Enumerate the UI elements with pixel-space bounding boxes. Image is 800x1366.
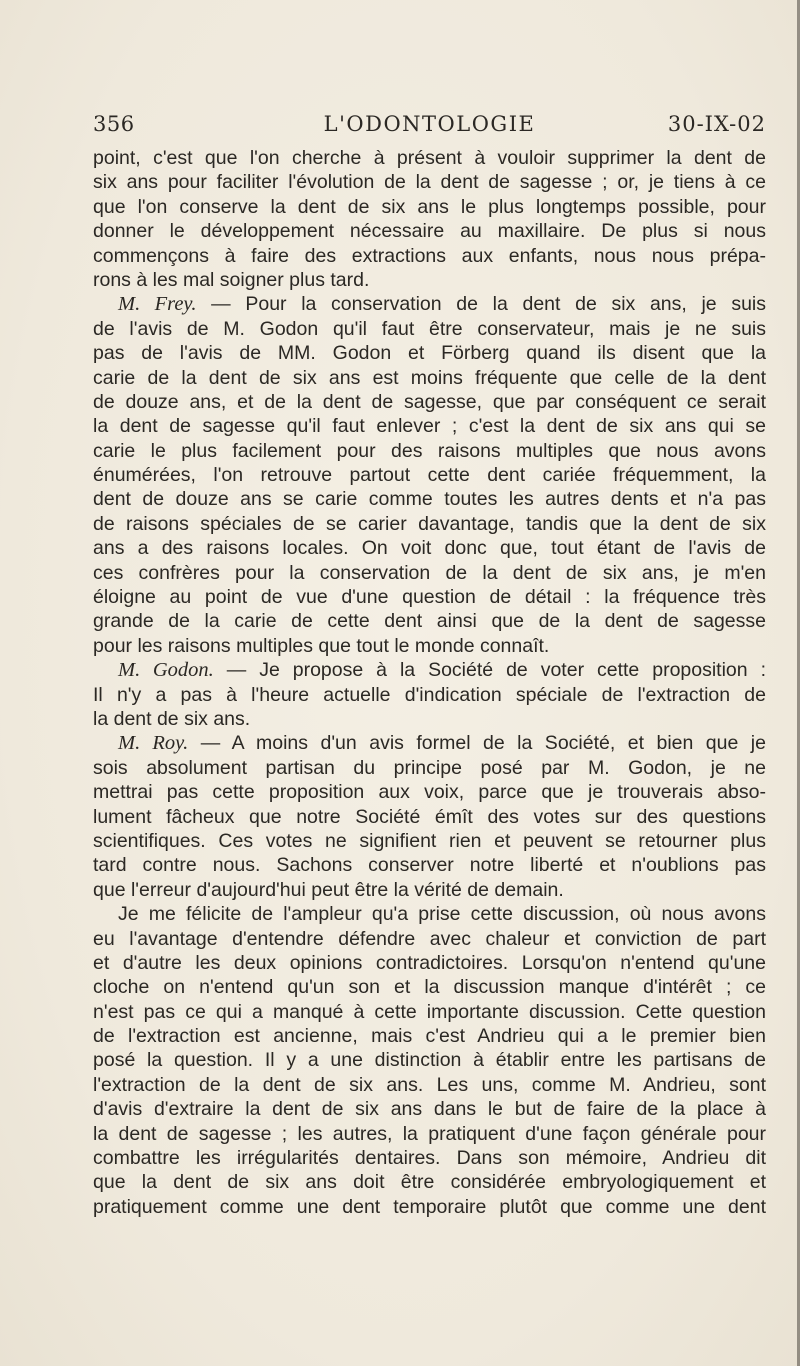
- line-text: point, c'est que l'on cherche à présent à vouloir supprimer la dent de: [93, 147, 766, 169]
- text-line: [93, 244, 766, 268]
- line-text: la dent de sagesse qu'il faut enlever ; c'est la dent de six ans qui se: [93, 415, 766, 438]
- line-text: ces confrères pour la conservation de la dent de six ans, je m'en: [93, 561, 766, 584]
- text-line: [93, 658, 766, 682]
- text-line: [93, 853, 766, 877]
- line-text: — Pour la conservation de la dent de six ans, je suis: [196, 293, 766, 316]
- text-line: [93, 390, 766, 414]
- text-line: [93, 219, 766, 243]
- text-line: [93, 1073, 766, 1097]
- line-text: — A moins d'un avis formel de la Société, et bien que je: [188, 732, 766, 755]
- text-line: [93, 1024, 766, 1048]
- line-text: pratiquement comme une dent temporaire plutôt que comme une dent: [93, 1195, 766, 1218]
- line-text: scientifiques. Ces votes ne signifient rien et peuvent se retourner plus: [93, 829, 766, 852]
- text-line: [93, 268, 766, 292]
- line-text: mettrai pas cette proposition aux voix, parce que je trouverais abso-: [93, 781, 766, 804]
- line-text: dent de douze ans se carie comme toutes les autres dents et n'a pas: [93, 488, 766, 511]
- line-text: et d'autre les deux opinions contradictoires. Lorsqu'on n'entend qu'une: [93, 951, 766, 974]
- line-text: de l'avis de M. Godon qu'il faut être conservateur, mais je ne suis: [93, 317, 766, 340]
- body-text: [93, 146, 766, 1219]
- line-text: combattre les irrégularités dentaires. Dans son mémoire, Andrieu dit: [93, 1147, 766, 1170]
- text-line: [93, 1195, 766, 1219]
- line-text: d'avis d'extraire la dent de six ans dans le but de faire de la place à: [93, 1098, 766, 1121]
- text-line: [93, 292, 766, 316]
- text-line: [93, 634, 766, 658]
- text-line: [93, 1097, 766, 1121]
- speaker-name: M. Roy.: [118, 732, 189, 755]
- text-line: [93, 536, 766, 560]
- line-text: n'est pas ce qui a manqué à cette importante discussion. Cette question: [93, 1000, 766, 1023]
- text-line: [93, 975, 766, 999]
- line-text: tard contre nous. Sachons conserver notre liberté et n'oublions pas: [93, 854, 766, 877]
- text-line: [93, 878, 766, 902]
- line-text: grande de la carie de cette dent ainsi que de la dent de sagesse: [93, 610, 766, 633]
- line-text: lument fâcheux que notre Société émît des votes sur des questions: [93, 805, 766, 828]
- text-line: [93, 683, 766, 707]
- line-text: la dent de sagesse ; les autres, la pratiquent d'une façon générale pour: [93, 1122, 766, 1145]
- text-line: [93, 1170, 766, 1194]
- line-text: Je me félicite de l'ampleur qu'a prise cette discussion, où nous avons: [118, 903, 766, 926]
- text-line: [93, 707, 766, 731]
- line-text: commençons à faire des extractions aux enfants, nous nous prépa-: [93, 244, 766, 267]
- speaker-name: M. Frey.: [118, 293, 197, 316]
- line-text: pour les raisons multiples que tout le monde connaît.: [93, 634, 550, 657]
- line-text: six ans pour faciliter l'évolution de la dent de sagesse ; or, je tiens à ce: [93, 171, 766, 194]
- journal-title: L'ODONTOLOGIE: [323, 112, 536, 136]
- text-line: [93, 439, 766, 463]
- line-text: pas de l'avis de MM. Godon et Förberg quand ils disent que la: [93, 342, 766, 365]
- text-line: [93, 414, 766, 438]
- text-line: [93, 1122, 766, 1146]
- line-text: l'extraction de la dent de six ans. Les uns, comme M. Andrieu, sont: [93, 1073, 766, 1096]
- line-text: que l'on conserve la dent de six ans le plus longtemps possible, pour: [93, 195, 766, 218]
- line-text: cloche on n'entend qu'un son et la discussion manque d'intérêt ; ce: [93, 976, 766, 999]
- text-line: [93, 561, 766, 585]
- text-line: [93, 780, 766, 804]
- page-number: 356: [93, 112, 135, 136]
- line-text: posé la question. Il y a une distinction à établir entre les partisans de: [93, 1049, 766, 1072]
- text-line: [93, 902, 766, 926]
- line-text: donner le développement nécessaire au maxillaire. De plus si nous: [93, 220, 766, 243]
- line-text: de raisons spéciales de se carier davantage, tandis que la dent de six: [93, 512, 766, 535]
- line-text: que l'erreur d'aujourd'hui peut être la vérité de demain.: [93, 878, 564, 901]
- line-text: que la dent de six ans doit être considérée embryologiquement et: [93, 1171, 766, 1194]
- text-line: [93, 146, 766, 170]
- running-header: [93, 112, 766, 142]
- text-line: [93, 927, 766, 951]
- text-line: [93, 341, 766, 365]
- text-line: [93, 195, 766, 219]
- line-text: carie le plus facilement pour des raisons multiples que nous avons: [93, 439, 766, 462]
- text-line: [93, 829, 766, 853]
- line-text: ans a des raisons locales. On voit donc que, tout étant de l'avis de: [93, 537, 766, 560]
- text-line: [93, 756, 766, 780]
- text-line: [93, 463, 766, 487]
- text-line: [93, 805, 766, 829]
- line-text: sois absolument partisan du principe posé par M. Godon, je ne: [93, 756, 766, 779]
- line-text: éloigne au point de vue d'une question de détail : la fréquence très: [93, 586, 766, 609]
- line-text: de l'extraction est ancienne, mais c'est Andrieu qui a le premier bien: [93, 1025, 766, 1048]
- text-line: [93, 170, 766, 194]
- line-text: Il n'y a pas à l'heure actuelle d'indication spéciale de l'extraction de: [93, 683, 766, 706]
- issue-date: 30-IX-02: [667, 112, 766, 136]
- text-line: [93, 487, 766, 511]
- text-line: [93, 1000, 766, 1024]
- text-line: [93, 731, 766, 755]
- text-line: [93, 512, 766, 536]
- line-text: de douze ans, et de la dent de sagesse, que par conséquent ce serait: [93, 390, 766, 413]
- text-line: [93, 1048, 766, 1072]
- text-line: [93, 609, 766, 633]
- text-line: [93, 317, 766, 341]
- text-line: [93, 585, 766, 609]
- text-line: [93, 366, 766, 390]
- line-text: rons à les mal soigner plus tard.: [93, 268, 370, 291]
- line-text: eu l'avantage d'entendre défendre avec chaleur et conviction de part: [93, 927, 766, 950]
- line-text: énumérées, l'on retrouve partout cette dent cariée fréquemment, la: [93, 464, 766, 487]
- line-text: carie de la dent de six ans est moins fréquente que celle de la dent: [93, 366, 766, 389]
- text-line: [93, 1146, 766, 1170]
- speaker-name: M. Godon.: [118, 659, 214, 682]
- line-text: — Je propose à la Société de voter cette proposition :: [213, 659, 766, 682]
- line-text: la dent de six ans.: [93, 707, 251, 730]
- text-line: [93, 951, 766, 975]
